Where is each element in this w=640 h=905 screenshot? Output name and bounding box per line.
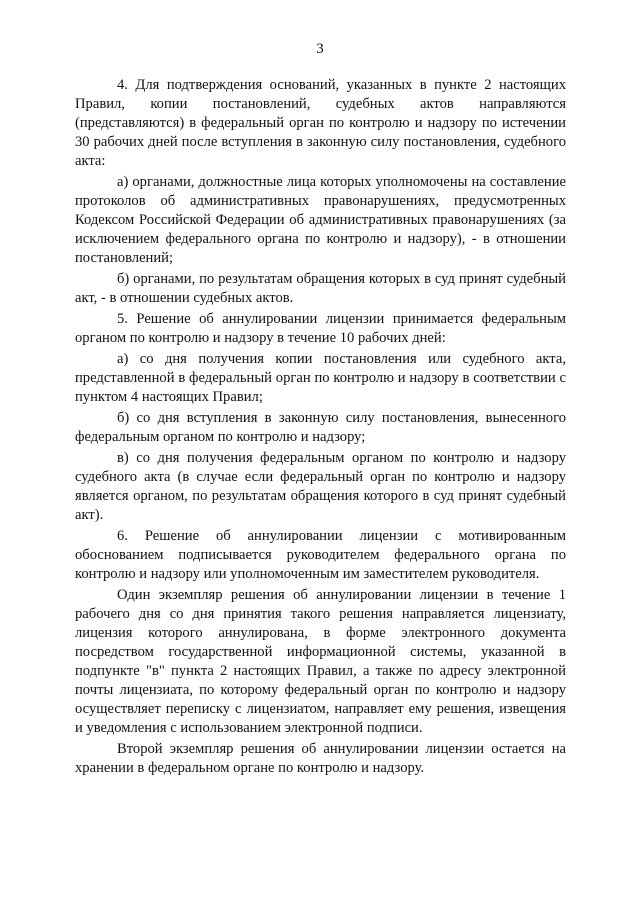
paragraph-5b: б) со дня вступления в законную силу постановления, вынесенного федеральным органом по контролю и надзору;	[75, 410, 566, 445]
page-number: 3	[316, 41, 324, 57]
paragraph-4b: б) органами, по результатам обращения которых в суд принят судебный акт, - в отношении судебных актов.	[75, 271, 566, 306]
paragraph-4a: а) органами, должностные лица которых уполномочены на составление протоколов об административных правонарушениях, предусмотренных Кодексом Российской Федерации об административных правонарушениях (за исключением федерального органа по контролю и надзору), - в отношении постановлений;	[75, 174, 566, 266]
paragraph-6-second-copy: Второй экземпляр решения об аннулировании лицензии остается на хранении в федеральном органе по контролю и надзору.	[75, 741, 566, 776]
document-body	[75, 76, 566, 778]
paragraph-5v: в) со дня получения федеральным органом по контролю и надзору судебного акта (в случае если федеральный орган по контролю и надзору является органом, по результатам обращения которого в суд принят судебный акт).	[75, 450, 566, 523]
paragraph-4: 4. Для подтверждения оснований, указанных в пункте 2 настоящих Правил, копии постановлений, судебных актов направляются (представляются) в федеральный орган по контролю и надзору по истечении 30 рабочих дней после вступления в законную силу постановления, судебного акта:	[75, 77, 566, 169]
paragraph-5: 5. Решение об аннулировании лицензии принимается федеральным органом по контролю и надзору в течение 10 рабочих дней:	[75, 311, 566, 346]
paragraph-6: 6. Решение об аннулировании лицензии с мотивированным обоснованием подписывается руководителем федерального органа по контролю и надзору или уполномоченным им заместителем руководителя.	[75, 528, 566, 582]
paragraph-6-first-copy: Один экземпляр решения об аннулировании лицензии в течение 1 рабочего дня со дня принятия такого решения направляется лицензиату, лицензия которого аннулирована, в форме электронного документа посредством государственной информационной системы, указанной в подпункте "в" пункта 2 настоящих Правил, а также по адресу электронной почты лицензиата, по которому федеральный орган по контролю и надзору осуществляет переписку с лицензиатом, направляет ему решения, извещения и уведомления с использованием электронной подписи.	[75, 587, 566, 736]
paragraph-5a: а) со дня получения копии постановления или судебного акта, представленной в федеральный орган по контролю и надзору в соответствии с пунктом 4 настоящих Правил;	[75, 351, 566, 405]
